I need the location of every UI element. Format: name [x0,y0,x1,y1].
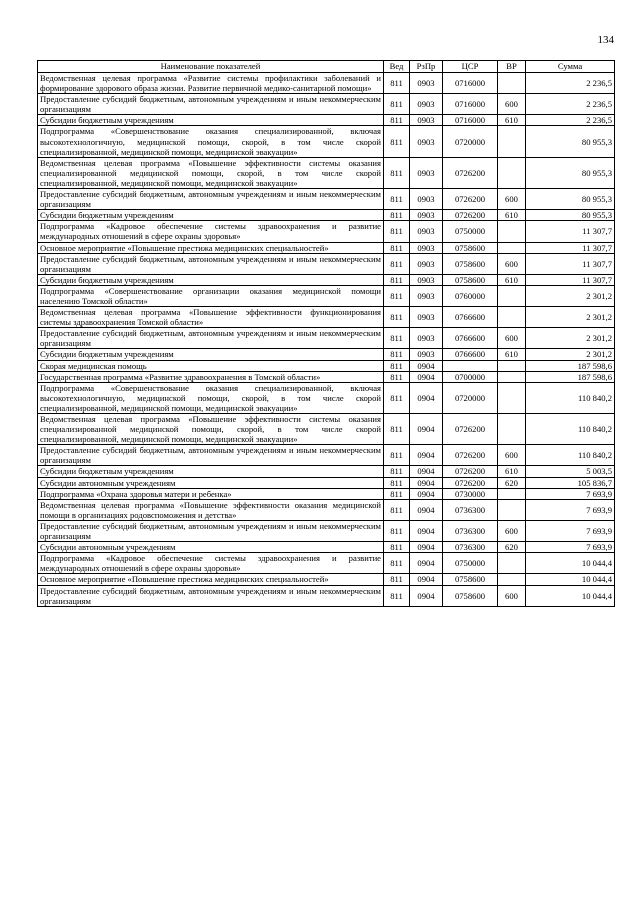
cell-rzpr: 0903 [410,73,443,94]
cell-name: Ведомственная целевая программа «Повышение эффективности функционирования системы здравоохранения Томской области» [38,307,384,328]
cell-name: Ведомственная целевая программа «Повышение эффективности системы оказания специализированной медицинской помощи, скорой, в том числе скорой специализированной, медицинской помощи, медицинской эвакуации» [38,414,384,445]
cell-rzpr: 0904 [410,445,443,466]
cell-sum: 7 693,9 [526,499,615,520]
cell-sum: 105 836,7 [526,477,615,488]
cell-ved: 811 [384,520,410,541]
cell-name: Предоставление субсидий бюджетным, автономным учреждениям и иным некоммерческим организациям [38,445,384,466]
cell-csr: 0726200 [443,477,498,488]
cell-name: Основное мероприятие «Повышение престижа медицинских специальностей» [38,574,384,585]
cell-ved: 811 [384,445,410,466]
cell-sum: 10 044,4 [526,553,615,574]
cell-sum: 7 693,9 [526,488,615,499]
table-row [38,382,615,413]
cell-vr [498,488,526,499]
cell-rzpr: 0904 [410,574,443,585]
cell-ved: 811 [384,126,410,157]
cell-vr: 610 [498,274,526,285]
cell-csr: 0758600 [443,574,498,585]
cell-rzpr: 0904 [410,414,443,445]
cell-rzpr: 0903 [410,210,443,221]
cell-name: Подпрограмма «Совершенствование организации оказания медицинской помощи населению Томской области» [38,285,384,306]
cell-rzpr: 0903 [410,157,443,188]
table-row [38,371,615,382]
cell-vr [498,371,526,382]
cell-csr: 0766600 [443,349,498,360]
cell-ved: 811 [384,115,410,126]
cell-ved: 811 [384,542,410,553]
cell-name: Субсидии автономным учреждениям [38,477,384,488]
cell-name: Подпрограмма «Совершенствование оказания специализированной, включая высокотехнологичную, медицинской помощи, скорой, в том числе скорой специализированной, медицинской помощи, медицинской эвакуации» [38,382,384,413]
cell-vr [498,242,526,253]
cell-ved: 811 [384,360,410,371]
budget-table [37,60,615,607]
cell-vr [498,157,526,188]
cell-rzpr: 0903 [410,221,443,242]
cell-csr: 0716000 [443,94,498,115]
cell-csr: 0758600 [443,242,498,253]
cell-sum: 2 301,2 [526,285,615,306]
cell-rzpr: 0903 [410,328,443,349]
cell-ved: 811 [384,210,410,221]
cell-name: Субсидии бюджетным учреждениям [38,349,384,360]
cell-vr [498,382,526,413]
cell-rzpr: 0904 [410,499,443,520]
cell-csr [443,360,498,371]
cell-csr: 0760000 [443,285,498,306]
cell-csr: 0758600 [443,585,498,606]
cell-vr [498,414,526,445]
cell-name: Субсидии бюджетным учреждениям [38,210,384,221]
cell-ved: 811 [384,499,410,520]
cell-ved: 811 [384,466,410,477]
cell-ved: 811 [384,488,410,499]
cell-sum: 5 003,5 [526,466,615,477]
cell-vr [498,553,526,574]
cell-vr [498,360,526,371]
table-row [38,115,615,126]
cell-ved: 811 [384,382,410,413]
cell-vr: 600 [498,328,526,349]
cell-rzpr: 0904 [410,382,443,413]
table-row [38,221,615,242]
cell-csr: 0736300 [443,499,498,520]
cell-rzpr: 0903 [410,189,443,210]
cell-name: Предоставление субсидий бюджетным, автономным учреждениям и иным некоммерческим организациям [38,94,384,115]
cell-ved: 811 [384,477,410,488]
cell-ved: 811 [384,221,410,242]
cell-sum: 2 236,5 [526,115,615,126]
cell-rzpr: 0903 [410,126,443,157]
cell-vr: 600 [498,445,526,466]
cell-vr: 610 [498,466,526,477]
header-sum: Сумма [526,61,615,73]
cell-sum: 10 044,4 [526,585,615,606]
cell-sum: 110 840,2 [526,414,615,445]
cell-csr: 0726200 [443,157,498,188]
cell-name: Основное мероприятие «Повышение престижа медицинских специальностей» [38,242,384,253]
cell-rzpr: 0904 [410,371,443,382]
cell-sum: 11 307,7 [526,242,615,253]
cell-name: Ведомственная целевая программа «Повышение эффективности оказания медицинской помощи в организациях родовспоможения и детства» [38,499,384,520]
table-row [38,126,615,157]
cell-rzpr: 0904 [410,488,443,499]
cell-vr: 610 [498,210,526,221]
cell-ved: 811 [384,242,410,253]
header-ved: Вед [384,61,410,73]
cell-name: Предоставление субсидий бюджетным, автономным учреждениям и иным некоммерческим организациям [38,585,384,606]
cell-rzpr: 0904 [410,466,443,477]
cell-rzpr: 0904 [410,553,443,574]
cell-name: Подпрограмма «Охрана здоровья матери и ребенка» [38,488,384,499]
table-row [38,242,615,253]
cell-csr: 0726200 [443,414,498,445]
cell-csr: 0766600 [443,328,498,349]
cell-ved: 811 [384,253,410,274]
cell-sum: 7 693,9 [526,520,615,541]
cell-rzpr: 0903 [410,115,443,126]
table-row [38,585,615,606]
cell-vr: 600 [498,253,526,274]
table-row [38,360,615,371]
cell-rzpr: 0904 [410,542,443,553]
cell-name: Подпрограмма «Кадровое обеспечение системы здравоохранения и развитие международных отношений в сфере охраны здоровья» [38,221,384,242]
cell-ved: 811 [384,189,410,210]
cell-name: Ведомственная целевая программа «Повышение эффективности системы оказания специализированной медицинской помощи, скорой, в том числе скорой специализированной, медицинской помощи, медицинской эвакуации» [38,157,384,188]
cell-sum: 2 236,5 [526,94,615,115]
cell-ved: 811 [384,307,410,328]
cell-rzpr: 0904 [410,477,443,488]
header-csr: ЦСР [443,61,498,73]
table-row [38,553,615,574]
cell-csr: 0726200 [443,189,498,210]
cell-rzpr: 0903 [410,94,443,115]
cell-vr [498,73,526,94]
cell-vr [498,126,526,157]
cell-ved: 811 [384,574,410,585]
cell-name: Подпрограмма «Кадровое обеспечение системы здравоохранения и развитие международных отношений в сфере охраны здоровья» [38,553,384,574]
cell-rzpr: 0903 [410,242,443,253]
cell-csr: 0720000 [443,126,498,157]
cell-vr: 600 [498,189,526,210]
cell-vr: 610 [498,115,526,126]
cell-ved: 811 [384,414,410,445]
table-row [38,349,615,360]
cell-sum: 80 955,3 [526,157,615,188]
cell-sum: 187 598,6 [526,360,615,371]
cell-name: Предоставление субсидий бюджетным, автономным учреждениям и иным некоммерческим организациям [38,189,384,210]
cell-sum: 110 840,2 [526,445,615,466]
cell-ved: 811 [384,274,410,285]
cell-rzpr: 0903 [410,349,443,360]
cell-sum: 80 955,3 [526,210,615,221]
table-row [38,574,615,585]
cell-sum: 2 301,2 [526,328,615,349]
cell-csr: 0726200 [443,466,498,477]
cell-vr [498,499,526,520]
table-row [38,466,615,477]
table-row [38,414,615,445]
cell-sum: 80 955,3 [526,126,615,157]
cell-sum: 2 301,2 [526,349,615,360]
table-row [38,307,615,328]
cell-csr: 0716000 [443,115,498,126]
cell-csr: 0758600 [443,253,498,274]
table-row [38,274,615,285]
cell-sum: 10 044,4 [526,574,615,585]
table-row [38,94,615,115]
cell-vr: 620 [498,542,526,553]
cell-vr: 600 [498,520,526,541]
cell-ved: 811 [384,73,410,94]
cell-vr [498,221,526,242]
cell-ved: 811 [384,328,410,349]
cell-rzpr: 0904 [410,360,443,371]
table-row [38,520,615,541]
header-vr: ВР [498,61,526,73]
cell-ved: 811 [384,553,410,574]
cell-csr: 0730000 [443,488,498,499]
cell-ved: 811 [384,285,410,306]
table-row [38,157,615,188]
cell-csr: 0720000 [443,382,498,413]
page-number: 134 [597,34,614,46]
cell-name: Субсидии автономным учреждениям [38,542,384,553]
cell-csr: 0766600 [443,307,498,328]
table-row [38,499,615,520]
table-row [38,253,615,274]
table-row [38,285,615,306]
table-row [38,477,615,488]
cell-vr: 610 [498,349,526,360]
cell-vr: 600 [498,585,526,606]
cell-name: Ведомственная целевая программа «Развитие системы профилактики заболеваний и формирование здорового образа жизни. Развитие первичной медико-санитарной помощи» [38,73,384,94]
table-row [38,542,615,553]
cell-ved: 811 [384,94,410,115]
table-row [38,488,615,499]
header-name: Наименование показателей [38,61,384,73]
table-row [38,328,615,349]
cell-name: Государственная программа «Развитие здравоохранения в Томской области» [38,371,384,382]
cell-name: Предоставление субсидий бюджетным, автономным учреждениям и иным некоммерческим организациям [38,520,384,541]
cell-vr: 620 [498,477,526,488]
cell-ved: 811 [384,371,410,382]
cell-rzpr: 0903 [410,253,443,274]
cell-csr: 0750000 [443,553,498,574]
cell-rzpr: 0903 [410,307,443,328]
cell-csr: 0700000 [443,371,498,382]
cell-sum: 110 840,2 [526,382,615,413]
cell-name: Субсидии бюджетным учреждениям [38,274,384,285]
cell-csr: 0726200 [443,445,498,466]
table-row [38,445,615,466]
cell-csr: 0716000 [443,73,498,94]
cell-name: Подпрограмма «Совершенствование оказания специализированной, включая высокотехнологичную, медицинской помощи, скорой, в том числе скорой специализированной, медицинской помощи, медицинской эвакуации» [38,126,384,157]
cell-name: Субсидии бюджетным учреждениям [38,466,384,477]
table-row [38,210,615,221]
cell-csr: 0736300 [443,520,498,541]
cell-ved: 811 [384,349,410,360]
cell-vr: 600 [498,94,526,115]
cell-csr: 0750000 [443,221,498,242]
cell-name: Скорая медицинская помощь [38,360,384,371]
cell-vr [498,307,526,328]
cell-sum: 7 693,9 [526,542,615,553]
cell-name: Предоставление субсидий бюджетным, автономным учреждениям и иным некоммерческим организациям [38,253,384,274]
cell-rzpr: 0904 [410,585,443,606]
cell-sum: 2 236,5 [526,73,615,94]
table-row [38,189,615,210]
cell-sum: 11 307,7 [526,221,615,242]
cell-sum: 11 307,7 [526,253,615,274]
cell-name: Субсидии бюджетным учреждениям [38,115,384,126]
cell-csr: 0726200 [443,210,498,221]
cell-csr: 0758600 [443,274,498,285]
cell-rzpr: 0904 [410,520,443,541]
cell-rzpr: 0903 [410,285,443,306]
cell-sum: 187 598,6 [526,371,615,382]
cell-name: Предоставление субсидий бюджетным, автономным учреждениям и иным некоммерческим организациям [38,328,384,349]
cell-ved: 811 [384,157,410,188]
header-rzpr: РзПр [410,61,443,73]
cell-csr: 0736300 [443,542,498,553]
cell-rzpr: 0903 [410,274,443,285]
table-header-row [38,61,615,73]
cell-vr [498,574,526,585]
cell-vr [498,285,526,306]
cell-sum: 2 301,2 [526,307,615,328]
table-row [38,73,615,94]
cell-ved: 811 [384,585,410,606]
cell-sum: 80 955,3 [526,189,615,210]
cell-sum: 11 307,7 [526,274,615,285]
table-body [38,73,615,607]
